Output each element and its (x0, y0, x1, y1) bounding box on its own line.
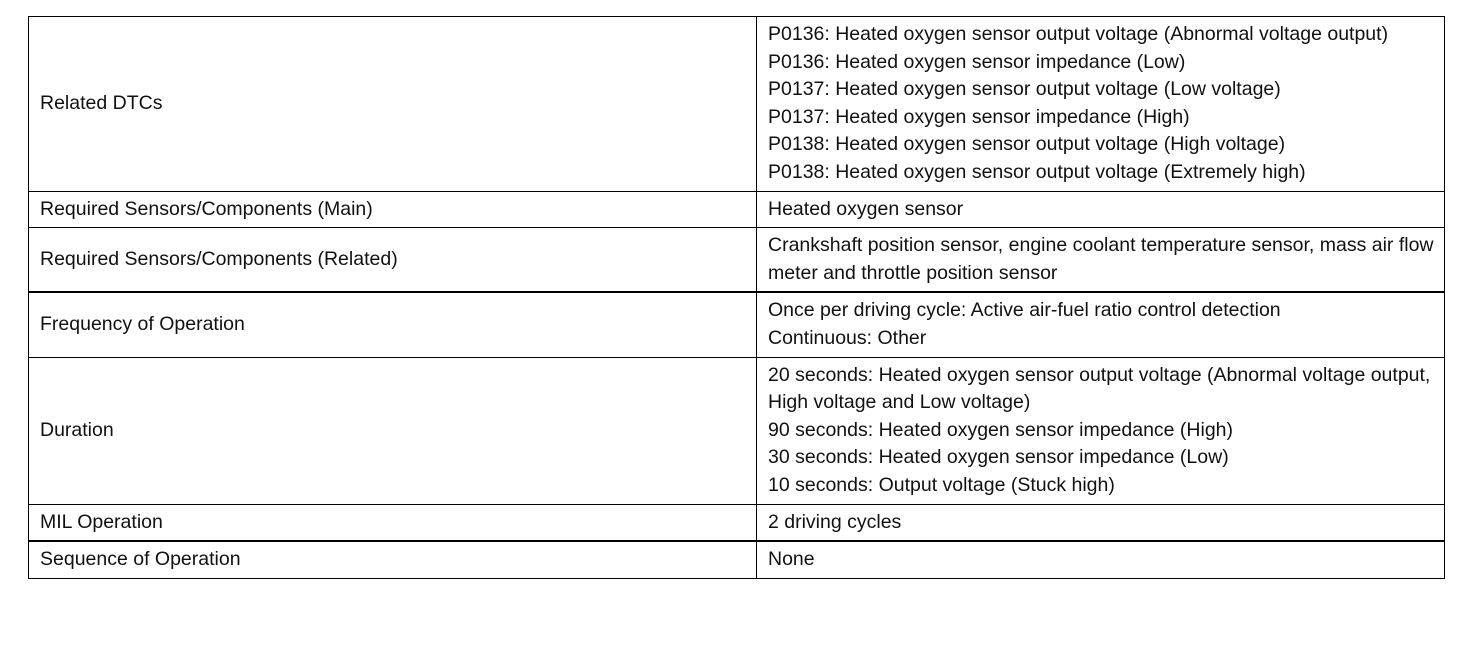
value-line: Continuous: Other (768, 326, 927, 349)
value-line: Crankshaft position sensor, engine coolant temperature sensor, mass air flow meter and throttle position sensor (768, 234, 1434, 284)
value-line: Heated oxygen sensor (768, 197, 964, 220)
table-row-related-dtcs (29, 17, 1445, 192)
label-mil-operation: MIL Operation (29, 504, 757, 541)
value-line: 30 seconds: Heated oxygen sensor impedance (Low) (768, 446, 1229, 469)
label-sequence: Sequence of Operation (29, 541, 757, 578)
value-line: None (768, 548, 815, 571)
label-required-main: Required Sensors/Components (Main) (29, 191, 757, 228)
dtc-line: P0138: Heated oxygen sensor output voltage (Extremely high) (768, 160, 1306, 183)
table-row-required-main (29, 191, 1445, 228)
dtc-line: P0136: Heated oxygen sensor impedance (Low) (768, 50, 1186, 73)
value-required-main (757, 191, 1445, 228)
monitor-spec-table (28, 16, 1445, 579)
value-sequence (757, 541, 1445, 578)
dtc-line: P0137: Heated oxygen sensor impedance (High) (768, 105, 1190, 128)
value-line: 90 seconds: Heated oxygen sensor impedance (High) (768, 418, 1234, 441)
dtc-line: P0137: Heated oxygen sensor output voltage (Low voltage) (768, 78, 1281, 101)
label-required-related: Required Sensors/Components (Related) (29, 228, 757, 293)
label-related-dtcs: Related DTCs (29, 17, 757, 192)
value-line: 20 seconds: Heated oxygen sensor output voltage (Abnormal voltage output, High voltage and Low voltage) (768, 363, 1431, 414)
value-required-related (757, 228, 1445, 293)
table-row-mil-operation (29, 504, 1445, 541)
dtc-line: P0136: Heated oxygen sensor output voltage (Abnormal voltage output) (768, 23, 1389, 45)
value-line: 2 driving cycles (768, 510, 902, 533)
value-duration (757, 357, 1445, 504)
table-row-frequency (29, 292, 1445, 357)
value-line: 10 seconds: Output voltage (Stuck high) (768, 473, 1115, 496)
label-duration: Duration (29, 357, 757, 504)
value-mil-operation (757, 504, 1445, 541)
value-related-dtcs (757, 17, 1445, 192)
table-row-required-related (29, 228, 1445, 293)
label-frequency: Frequency of Operation (29, 292, 757, 357)
table-row-duration (29, 357, 1445, 504)
value-line: Once per driving cycle: Active air-fuel ratio control detection (768, 299, 1281, 322)
value-frequency (757, 292, 1445, 357)
dtc-line: P0138: Heated oxygen sensor output voltage (High voltage) (768, 133, 1286, 156)
table-row-sequence (29, 541, 1445, 578)
